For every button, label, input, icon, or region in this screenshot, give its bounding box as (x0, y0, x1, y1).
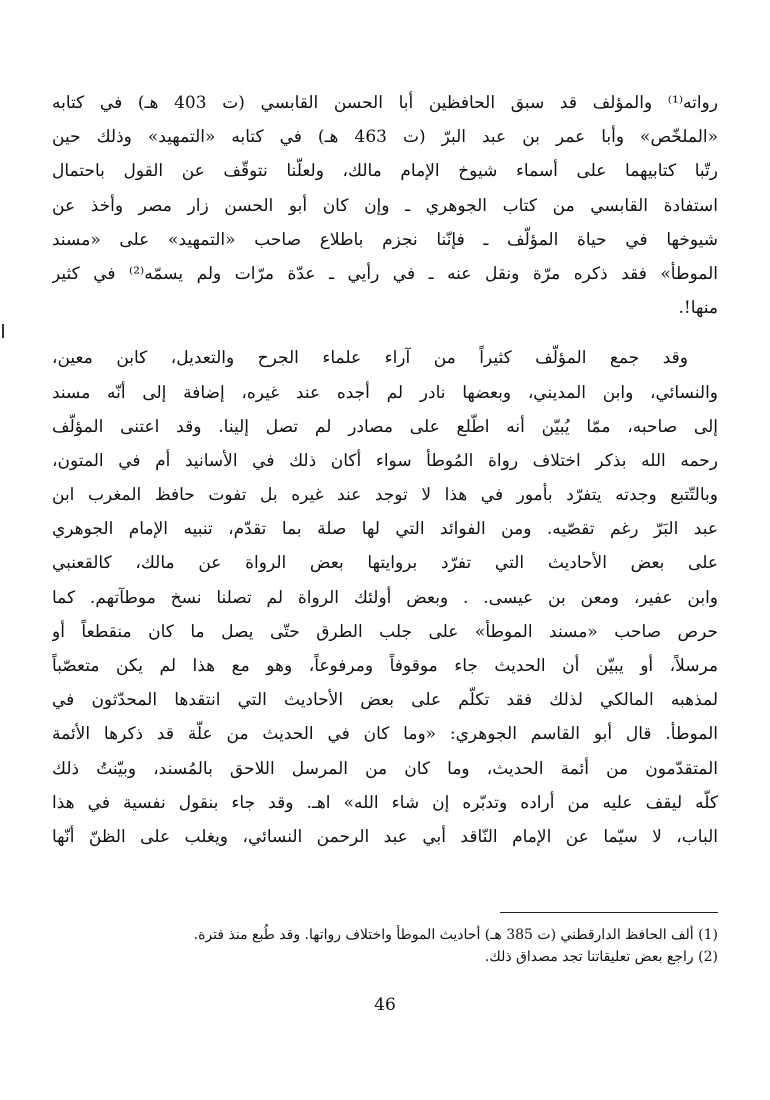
text-line: كلّه ليقف عليه من أراده وتدبّره إن شاء الله» اهـ. وقد جاء بنقول نفسية في هذا (52, 792, 718, 813)
page-number: 46 (374, 995, 396, 1015)
paragraph-gap (52, 325, 718, 341)
text-line: الموطأ. قال أبو القاسم الجوهري: «وما كان في الحديث من علّة قد ذكرها الأئمة (52, 724, 718, 745)
text-line: وبالتّتبع وجدته يتفرّد بأمور في هذا لا توجد عند غيره بل تفوت حافظ المغرب ابن (52, 485, 718, 506)
text-line: شيوخها في حياة المؤلّف ـ فإنّنا نجزم باطلاع صاحب «التمهيد» على «مسند (52, 229, 718, 250)
margin-mark (2, 324, 4, 338)
text-line: رتّبا كتابيهما على أسماء شيوخ الإمام مالك، ولعلّنا نتوقّف عن القول باحتمال (52, 161, 718, 182)
text-line: منها!. (678, 298, 718, 319)
text-line: حرص صاحب «مسند الموطأ» على جلب الطرق حتّى يصل ما كان منقطعاً أو (52, 621, 718, 642)
text-line: وقد جمع المؤلّف كثيراً من آراء علماء الجرح والتعديل، كابن معين، (52, 348, 688, 369)
footnote-2: (2) راجع بعض تعليقاتنا تجد مصداق ذلك. (484, 949, 718, 965)
text-line: استفادة القابسي من كتاب الجوهري ـ وإن كان أبو الحسن زار مصر وأخذ عن (52, 195, 718, 216)
text-line: عبد البَرّ رغم تقصّيه. ومن الفوائد التي لها صلة بما تقدّم، تنبيه الإمام الجوهري (52, 519, 718, 540)
text-line: على بعض الأحاديث التي تفرّد بروايتها بعض الرواة عن مالك، كالقعنبي (52, 553, 718, 574)
footnote-1: (1) ألف الحافظ الدارقطني (ت 385 هـ) أحاديث الموطأ واختلاف رواتها. وقد طُبع منذ فترة. (193, 927, 718, 943)
body-text (52, 86, 718, 854)
text-line: رحمه الله بذكر اختلاف رواة المُوطأ سواء أكان ذلك في الأسانيد أم في المتون، (52, 450, 718, 471)
text-line: الموطأ» فقد ذكره مرّة ونقل عنه ـ في رأيي ـ عدّة مرّات ولم يسمّه⁽²⁾ في كثير (52, 263, 718, 284)
footnotes (52, 924, 718, 968)
paragraph-1 (52, 86, 718, 325)
text-line: «الملخّص» وأبا عمر بن عبد البرّ (ت 463 هـ) في كتابه «التمهيد» وذلك حين (52, 127, 718, 148)
text-line: رواته⁽¹⁾ والمؤلف قد سبق الحافظين أبا الحسن القابسي (ت 403 هـ) في كتابه (52, 93, 718, 113)
text-line: مرسلاً، أو يبيّن أن الحديث جاء موقوفاً ومرفوعاً، وهو مع هذا لم يكن متعصّباً (52, 656, 718, 676)
text-line: إلى صاحبه، ممّا يُبيّن أنه اطّلع على مصادر لم تصل إلينا. وقد اعتنى المؤلّف (52, 416, 718, 437)
text-line: لمذهبه المالكي لذلك فقد تكلّم على بعض الأحاديث التي انتقدها المحدّثون في (52, 690, 718, 711)
paragraph-2 (52, 341, 718, 854)
text-line: وابن عفير، ومعن بن عيسى. . وبعض أولئك الرواة لم تصلنا نسخ موطآتهم. كما (52, 587, 718, 608)
text-line: والنسائي، وابن المديني، وبعضها نادر لم أجده عند غيره، إضافة إلى أنّه مسند (52, 382, 718, 403)
text-line: الباب، لا سيّما عن الإمام النّاقد أبي عبد الرحمن النسائي، ويغلب على الظنّ أنّها (52, 826, 718, 847)
footnote-separator (500, 912, 718, 913)
text-line: المتقدّمون من أئمة الحديث، وما كان من المرسل اللاحق بالمُسند، وبيّنتُ ذلك (52, 758, 718, 779)
